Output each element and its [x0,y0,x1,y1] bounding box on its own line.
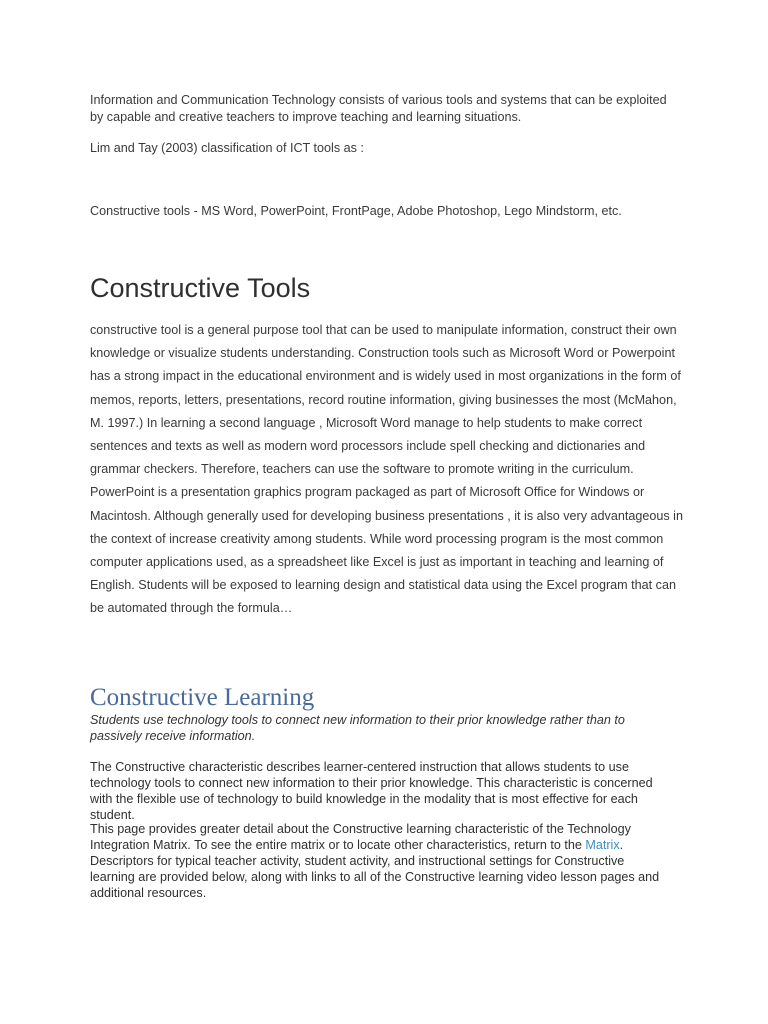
constructive-learning-paragraph-2 [90,821,670,901]
constructive-learning-heading: Constructive Learning [90,684,315,711]
constructive-tools-body: constructive tool is a general purpose tool that can be used to manipulate information, construct their own knowledge or visualize students understanding. Construction tools such as Microsoft Word or Powerpoint has a strong impact in the educational environment and is widely used in most organizations in the form of memos, reports, letters, presentations, record routine information, giving businesses the most (McMahon, M. 1997.) In learning a second language , Microsoft Word manage to help students to make correct sentences and texts as well as modern word processors include spell checking and dictionaries and grammar checkers. Therefore, teachers can use the software to promote writing in the curriculum. PowerPoint is a presentation graphics program packaged as part of Microsoft Office for Windows or Macintosh. Although generally used for developing business presentations , it is also very advantageous in the context of increase creativity among students. While word processing program is the most common computer applications used, as a spreadsheet like Excel is just as important in teaching and learning of English. Students will be exposed to learning design and statistical data using the Excel program that can be automated through the formula… [90,323,683,616]
constructive-learning-paragraph-1: The Constructive characteristic describes learner-centered instruction that allows students to use technology tools to connect new information to their prior knowledge. This characteristic is concerned with the flexible use of technology to build knowledge in the modality that is most effective for each student. [90,760,653,822]
paragraph-2-text-before-link: This page provides greater detail about the Constructive learning characteristic of the Technology Integration Matrix. To see the entire matrix or to locate other characteristics, return to the [90,822,631,852]
constructive-learning-subtitle: Students use technology tools to connect new information to their prior knowledge rather than to passively receive information. [90,713,625,743]
matrix-link[interactable]: Matrix [585,838,620,852]
paragraph-2-text-after-link: . Descriptors for typical teacher activity, student activity, and instructional settings for Constructive learning are provided below, along with links to all of the Constructive learning video lesson pages and additional resources. [90,838,660,900]
classification-line: Lim and Tay (2003) classification of ICT tools as : [90,141,364,155]
intro-paragraph: Information and Communication Technology consists of various tools and systems that can be exploited by capable and creative teachers to improve teaching and learning situations. [90,93,667,124]
constructive-tools-list: Constructive tools - MS Word, PowerPoint, FrontPage, Adobe Photoshop, Lego Mindstorm, etc. [90,204,622,218]
constructive-tools-heading: Constructive Tools [90,273,311,303]
